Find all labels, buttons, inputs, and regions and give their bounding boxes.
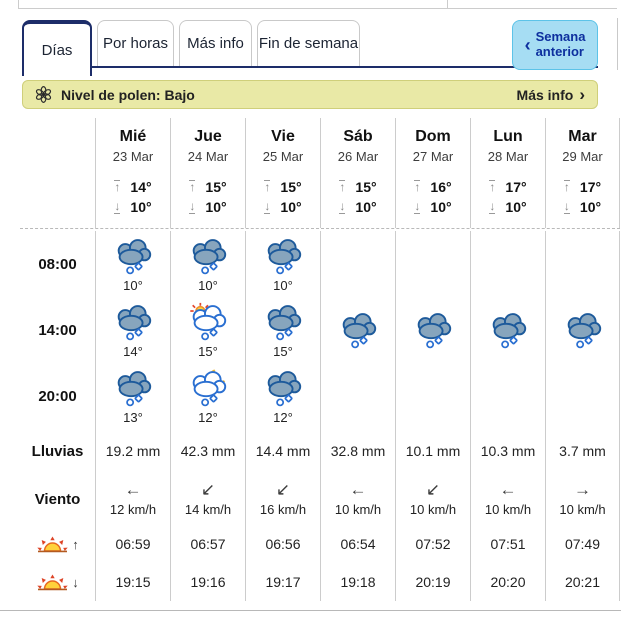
wind-speed: 12 km/h xyxy=(109,502,157,517)
day-name: Mié xyxy=(119,128,147,145)
more-info-label: Más info xyxy=(516,86,574,103)
forecast-cell xyxy=(95,363,170,429)
flower-icon xyxy=(35,86,52,103)
prev-week-label-line1: Semana xyxy=(535,29,586,45)
wind-direction-icon: ← xyxy=(124,480,142,499)
sunset-time: 19:17 xyxy=(245,563,320,601)
min-temp-arrow-icon: ↓ xyxy=(489,198,496,213)
rain-cloud-icon xyxy=(186,236,230,277)
tab-fin-de-semana[interactable] xyxy=(257,20,360,66)
wind-cell xyxy=(95,473,170,525)
sunset-time: 20:19 xyxy=(395,563,470,601)
min-temp: 10° xyxy=(505,199,527,215)
sunset-time: 19:18 xyxy=(320,563,395,601)
rain-value: 32.8 mm xyxy=(320,429,395,473)
forecast-cell xyxy=(95,297,170,363)
minmax-temps xyxy=(189,179,226,215)
forecast-cell xyxy=(320,231,395,297)
day-header xyxy=(395,118,470,228)
bottom-divider xyxy=(0,610,621,611)
rain-value: 10.3 mm xyxy=(470,429,545,473)
wind-cell xyxy=(245,473,320,525)
rain-cloud-icon xyxy=(261,302,305,343)
min-temp-arrow-icon: ↓ xyxy=(264,198,271,213)
max-temp-arrow-icon: ↑ xyxy=(114,179,121,194)
minmax-temps xyxy=(114,179,151,215)
top-divider-tick-mid xyxy=(447,0,448,8)
sunrise-time: 07:49 xyxy=(545,525,620,563)
sunset-icon xyxy=(36,574,69,591)
min-temp-arrow-icon: ↓ xyxy=(189,198,196,213)
day-date: 27 Mar xyxy=(412,149,454,164)
top-divider-tick-left xyxy=(18,0,19,8)
day-date: 24 Mar xyxy=(187,149,229,164)
pollen-more-info-link[interactable] xyxy=(517,86,585,103)
forecast-cell xyxy=(545,231,620,297)
max-temp-arrow-icon: ↑ xyxy=(489,179,496,194)
minmax-temps xyxy=(414,179,451,215)
tabbar-baseline xyxy=(22,66,598,68)
day-name: Lun xyxy=(493,128,523,145)
sunrise-time: 06:59 xyxy=(95,525,170,563)
rain-label: Lluvias xyxy=(31,442,84,460)
top-divider xyxy=(18,8,617,9)
chevron-left-icon: ‹ xyxy=(524,35,531,55)
sunrise-label xyxy=(20,525,95,563)
wind-cell xyxy=(395,473,470,525)
forecast-cell xyxy=(245,297,320,363)
max-temp: 16° xyxy=(430,179,452,195)
wind-cell xyxy=(320,473,395,525)
forecast-cell xyxy=(320,363,395,429)
wind-cell xyxy=(470,473,545,525)
sunset-time: 19:15 xyxy=(95,563,170,601)
wind-direction-icon: ↙ xyxy=(425,480,441,499)
rain-value: 10.1 mm xyxy=(395,429,470,473)
time-label: 20:00 xyxy=(38,387,77,405)
cell-temp: 10° xyxy=(123,277,143,293)
forecast-cell xyxy=(395,297,470,363)
rain-value: 42.3 mm xyxy=(170,429,245,473)
tab-dias[interactable] xyxy=(22,20,92,76)
wind-speed: 10 km/h xyxy=(409,502,457,517)
rain-cloud-icon xyxy=(111,236,155,277)
day-date: 23 Mar xyxy=(112,149,154,164)
wind-speed: 10 km/h xyxy=(559,502,606,517)
day-header xyxy=(245,118,320,228)
day-header xyxy=(95,118,170,228)
max-temp: 15° xyxy=(205,179,227,195)
forecast-cell xyxy=(320,297,395,363)
wind-label: Viento xyxy=(34,490,81,508)
tab-label: Días xyxy=(41,41,73,59)
max-temp-arrow-icon: ↑ xyxy=(414,179,421,194)
tab-label: Fin de semana xyxy=(258,35,359,52)
moon-cloud-rain-icon xyxy=(186,368,230,409)
wind-speed: 16 km/h xyxy=(259,502,307,517)
day-name: Jue xyxy=(194,128,222,145)
sunrise-time: 06:57 xyxy=(170,525,245,563)
rain-value: 3.7 mm xyxy=(545,429,620,473)
min-temp-arrow-icon: ↓ xyxy=(114,198,121,213)
wind-direction-icon: ↙ xyxy=(200,480,216,499)
wind-speed: 10 km/h xyxy=(334,502,382,517)
rain-cloud-icon xyxy=(111,302,155,343)
sunrise-icon xyxy=(36,536,69,553)
previous-week-button[interactable] xyxy=(512,20,598,70)
chevron-right-icon: › xyxy=(579,85,585,104)
day-header xyxy=(320,118,395,228)
forecast-tabs xyxy=(22,20,598,78)
day-date: 26 Mar xyxy=(337,149,379,164)
time-label: 14:00 xyxy=(38,321,77,339)
forecast-cell xyxy=(95,231,170,297)
max-temp-arrow-icon: ↑ xyxy=(189,179,196,194)
minmax-temps xyxy=(339,179,376,215)
day-header xyxy=(545,118,620,228)
forecast-cell xyxy=(470,231,545,297)
day-header-spacer xyxy=(20,118,95,228)
min-temp: 10° xyxy=(430,199,452,215)
min-temp: 10° xyxy=(579,199,602,215)
cell-temp: 12° xyxy=(198,409,218,425)
tab-label: Por horas xyxy=(102,35,169,52)
cell-temp: 15° xyxy=(198,343,218,359)
rain-cloud-icon xyxy=(336,310,380,351)
forecast-cell xyxy=(470,363,545,429)
max-temp: 17° xyxy=(505,179,527,195)
day-date: 28 Mar xyxy=(487,149,529,164)
sunrise-time: 07:52 xyxy=(395,525,470,563)
wind-direction-icon: → xyxy=(574,480,591,499)
forecast-cell xyxy=(395,363,470,429)
rain-cloud-icon xyxy=(411,310,455,351)
forecast-cell xyxy=(245,363,320,429)
forecast-cell xyxy=(545,297,620,363)
day-header xyxy=(170,118,245,228)
wind-direction-icon: ↙ xyxy=(275,480,291,499)
forecast-cell xyxy=(170,231,245,297)
rain-cloud-icon xyxy=(261,368,305,409)
sun-cloud-rain-icon xyxy=(186,302,230,343)
max-temp-arrow-icon: ↑ xyxy=(339,179,346,194)
sunset-time: 20:20 xyxy=(470,563,545,601)
prev-week-label-line2: anterior xyxy=(535,44,584,59)
time-label: 08:00 xyxy=(38,255,77,273)
cell-temp: 15° xyxy=(273,343,293,359)
minmax-temps xyxy=(264,179,301,215)
wind-speed: 14 km/h xyxy=(184,502,232,517)
sunset-time: 19:16 xyxy=(170,563,245,601)
forecast-cell xyxy=(470,297,545,363)
cell-temp: 14° xyxy=(123,343,143,359)
forecast-cell xyxy=(170,363,245,429)
cell-temp: 10° xyxy=(273,277,293,293)
wind-direction-icon: ← xyxy=(499,480,517,499)
down-arrow-icon: ↓ xyxy=(72,574,79,590)
pollen-level-text: Nivel de polen: Bajo xyxy=(61,86,195,103)
tab-por-horas[interactable] xyxy=(97,20,174,66)
forecast-cell xyxy=(245,231,320,297)
rain-cloud-icon xyxy=(111,368,155,409)
tab-label: Más info xyxy=(187,35,244,52)
wind-cell xyxy=(170,473,245,525)
sunset-label xyxy=(20,563,95,601)
max-temp-arrow-icon: ↑ xyxy=(264,179,271,194)
sunrise-time: 06:56 xyxy=(245,525,320,563)
max-temp: 17° xyxy=(579,179,602,195)
minmax-temps xyxy=(489,179,526,215)
min-temp-arrow-icon: ↓ xyxy=(339,198,346,213)
forecast-cell xyxy=(170,297,245,363)
cell-temp: 12° xyxy=(273,409,293,425)
forecast-cell xyxy=(395,231,470,297)
max-temp: 14° xyxy=(130,179,152,195)
day-name: Mar xyxy=(568,128,597,145)
sunset-time: 20:21 xyxy=(545,563,620,601)
wind-speed: 10 km/h xyxy=(484,502,532,517)
wind-cell xyxy=(545,473,620,525)
wind-direction-icon: ← xyxy=(349,480,367,499)
rain-cloud-icon xyxy=(261,236,305,277)
min-temp: 10° xyxy=(130,199,152,215)
rain-value: 14.4 mm xyxy=(245,429,320,473)
pollen-banner xyxy=(22,80,598,109)
min-temp-arrow-icon: ↓ xyxy=(563,198,570,213)
day-header xyxy=(470,118,545,228)
day-name: Vie xyxy=(271,128,295,145)
right-panel-divider xyxy=(617,18,618,70)
min-temp: 10° xyxy=(355,199,377,215)
day-name: Sáb xyxy=(343,128,373,145)
rain-cloud-icon xyxy=(561,310,605,351)
tab-mas-info[interactable] xyxy=(179,20,252,66)
min-temp: 10° xyxy=(280,199,302,215)
minmax-temps xyxy=(564,179,601,215)
day-date: 25 Mar xyxy=(262,149,304,164)
forecast-table xyxy=(20,118,620,601)
day-date: 29 Mar xyxy=(562,149,603,164)
min-temp: 10° xyxy=(205,199,227,215)
rain-value: 19.2 mm xyxy=(95,429,170,473)
max-temp: 15° xyxy=(280,179,302,195)
up-arrow-icon: ↑ xyxy=(72,536,79,552)
cell-temp: 10° xyxy=(198,277,218,293)
forecast-cell xyxy=(545,363,620,429)
max-temp: 15° xyxy=(355,179,377,195)
day-name: Dom xyxy=(415,128,451,145)
rain-cloud-icon xyxy=(486,310,530,351)
max-temp-arrow-icon: ↑ xyxy=(563,179,570,194)
min-temp-arrow-icon: ↓ xyxy=(414,198,421,213)
sunrise-time: 06:54 xyxy=(320,525,395,563)
sunrise-time: 07:51 xyxy=(470,525,545,563)
cell-temp: 13° xyxy=(123,409,143,425)
